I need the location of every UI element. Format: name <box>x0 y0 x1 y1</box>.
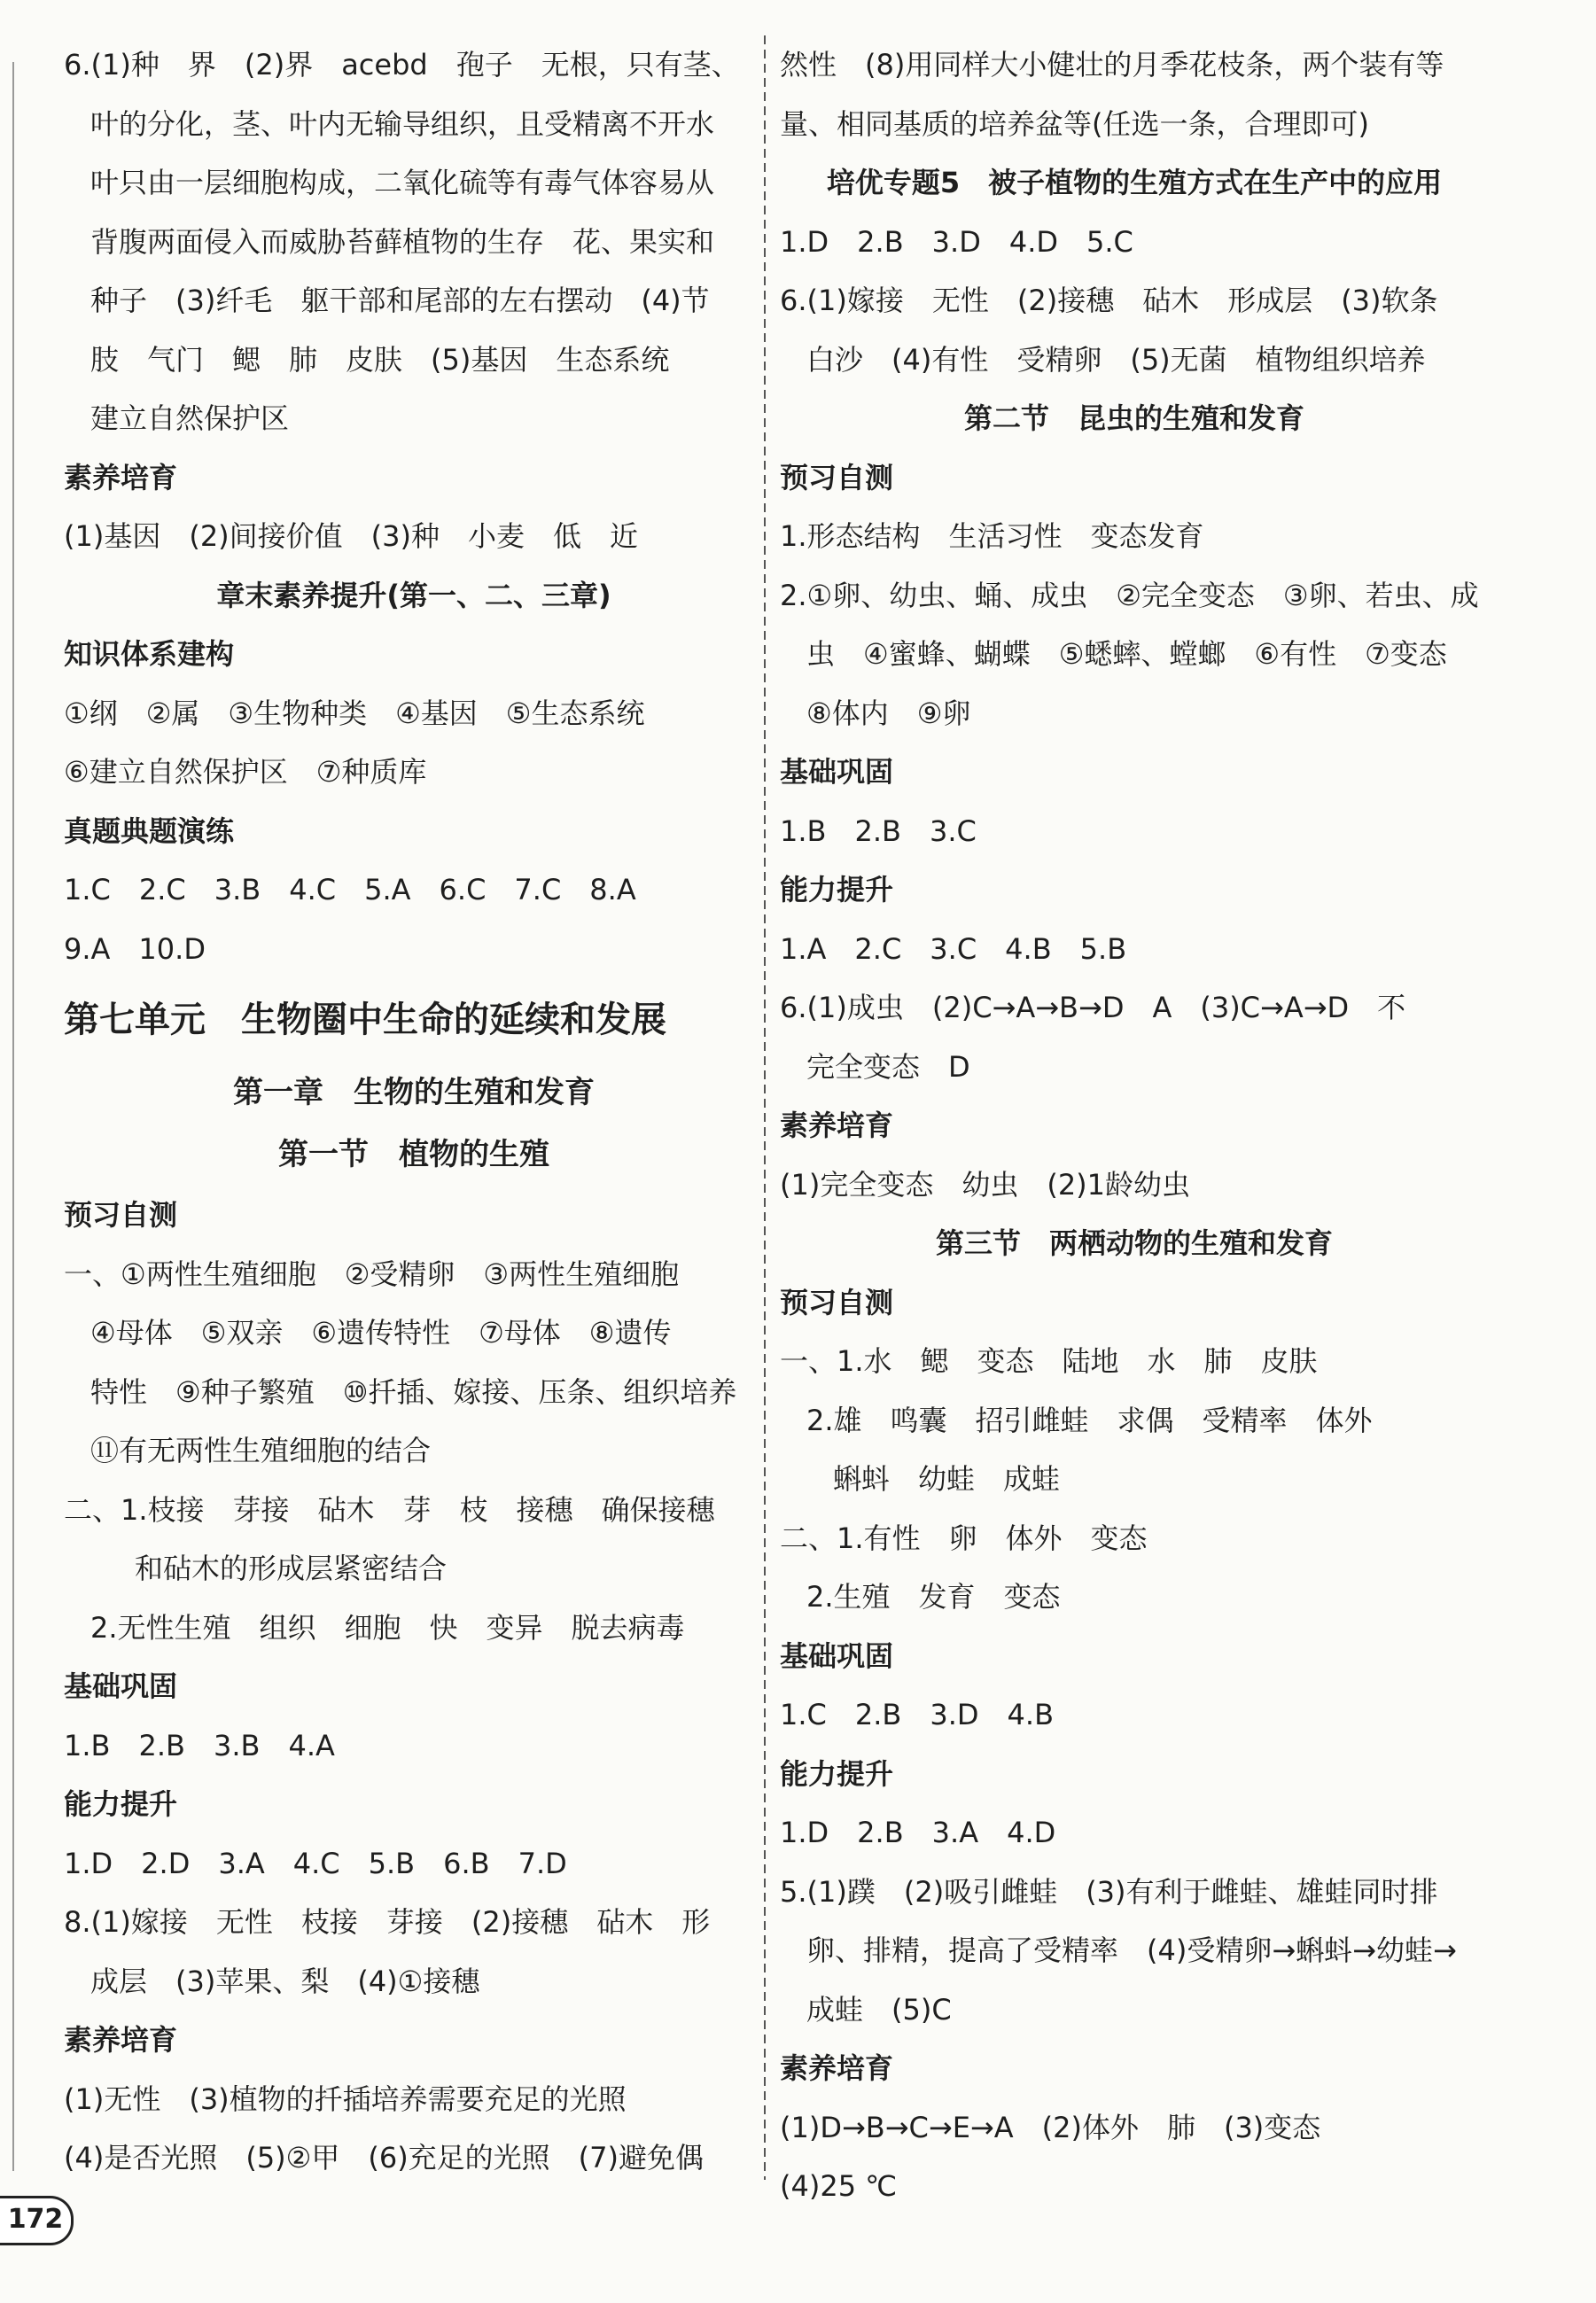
left-answer-line: 9.A 10.D <box>64 931 206 966</box>
right-answer-line: (1)完全变态 幼虫 (2)1龄幼虫 <box>780 1167 1191 1202</box>
right-answer-line: 6.(1)嫁接 无性 (2)接穗 砧木 形成层 (3)软条 <box>780 284 1438 317</box>
left-answer-line: 一、①两性生殖细胞 ②受精卵 ③两性生殖细胞 <box>64 1257 680 1291</box>
left-subheading: 能力提升 <box>64 1787 178 1821</box>
left-answer-line: 肢 气门 鳃 肺 皮肤 (5)基因 生态系统 <box>90 342 670 377</box>
column-divider <box>764 35 766 2180</box>
chapter-title: 第一章 生物的生殖和发育 <box>233 1075 595 1110</box>
left-answer-line: (1)基因 (2)间接价值 (3)种 小麦 低 近 <box>64 519 638 553</box>
unit-title: 第七单元 生物圈中生命的延续和发展 <box>64 1000 666 1040</box>
left-answer-line: 6.(1)种 界 (2)界 acebd 孢子 无根，只有茎、 <box>64 48 740 82</box>
right-answer-line: 二、1.有性 卵 体外 变态 <box>780 1521 1148 1555</box>
left-answer-line: 8.(1)嫁接 无性 枝接 芽接 (2)接穗 砧木 形 <box>64 1905 711 1939</box>
right-answer-line: 5.(1)蹼 (2)吸引雌蛙 (3)有利于雌蛙、雄蛙同时排 <box>780 1874 1438 1909</box>
right-subheading: 基础巩固 <box>780 755 894 789</box>
left-answer-line: ⑥建立自然保护区 ⑦种质库 <box>64 755 427 789</box>
right-answer-line: (1)D→B→C→E→A (2)体外 肺 (3)变态 <box>780 2110 1321 2144</box>
left-answer-line: ①纲 ②属 ③生物种类 ④基因 ⑤生态系统 <box>64 696 645 730</box>
right-answer-line: 量、相同基质的培养盆等(任选一条，合理即可) <box>780 106 1369 141</box>
right-subheading: 基础巩固 <box>780 1638 894 1673</box>
left-answer-line: 成层 (3)苹果、梨 (4)①接穗 <box>90 1964 480 1998</box>
left-answer-line: 二、1.枝接 芽接 砧木 芽 枝 接穗 确保接穗 <box>64 1492 715 1527</box>
right-answer-line: 完全变态 D <box>806 1049 970 1084</box>
right-answer-line: ⑧体内 ⑨卵 <box>806 696 971 730</box>
left-answer-line: 1.D 2.D 3.A 4.C 5.B 6.B 7.D <box>64 1846 567 1880</box>
right-answer-line: 6.(1)成虫 (2)C→A→B→D A (3)C→A→D 不 <box>780 991 1406 1024</box>
right-subheading: 素养培育 <box>780 1109 894 1142</box>
right-answer-line: 蝌蚪 幼蛙 成蛙 <box>833 1462 1061 1496</box>
left-answer-line: 建立自然保护区 <box>90 401 290 435</box>
right-answer-line: 1.D 2.B 3.D 4.D 5.C <box>780 224 1133 259</box>
left-subheading: 知识体系建构 <box>64 637 235 671</box>
left-answer-line: 种子 (3)纤毛 躯干部和尾部的左右摆动 (4)节 <box>90 284 710 317</box>
right-answer-line: 2.生殖 发育 变态 <box>806 1580 1061 1614</box>
left-answer-line: 特性 ⑨种子繁殖 ⑩扦插、嫁接、压条、组织培养 <box>90 1374 737 1409</box>
right-answer-line: 虫 ④蜜蜂、蝴蝶 ⑤蟋蟀、螳螂 ⑥有性 ⑦变态 <box>806 637 1447 671</box>
left-answer-line: 2.无性生殖 组织 细胞 快 变异 脱去病毒 <box>90 1610 685 1645</box>
left-subheading: 预习自测 <box>64 1198 178 1232</box>
right-section-title: 第三节 两栖动物的生殖和发育 <box>935 1226 1333 1260</box>
right-answer-line: 1.形态结构 生活习性 变态发育 <box>780 519 1204 553</box>
right-answer-line: 1.A 2.C 3.C 4.B 5.B <box>780 931 1127 966</box>
left-answer-line: 1.C 2.C 3.B 4.C 5.A 6.C 7.C 8.A <box>64 873 636 906</box>
right-answer-line: 1.D 2.B 3.A 4.D <box>780 1816 1056 1849</box>
right-answer-line: 一、1.水 鳃 变态 陆地 水 肺 皮肤 <box>780 1344 1318 1378</box>
left-answer-line: 1.B 2.B 3.B 4.A <box>64 1728 335 1762</box>
left-section-title: 章末素养提升(第一、二、三章) <box>216 578 611 612</box>
right-answer-line: 成蛙 (5)C <box>806 1992 952 2027</box>
section-title: 第一节 植物的生殖 <box>278 1137 549 1172</box>
right-answer-line: 2.①卵、幼虫、蛹、成虫 ②完全变态 ③卵、若虫、成 <box>780 578 1479 612</box>
left-answer-line: ⑪有无两性生殖细胞的结合 <box>90 1434 432 1467</box>
right-subheading: 素养培育 <box>780 2051 894 2085</box>
left-answer-line: 和砧木的形成层紧密结合 <box>135 1552 448 1585</box>
left-answer-line: 背腹两面侵入而威胁苔藓植物的生存 花、果实和 <box>90 224 715 259</box>
right-subheading: 预习自测 <box>780 460 894 494</box>
right-subheading: 能力提升 <box>780 873 894 906</box>
left-column <box>64 35 764 2188</box>
right-section-title: 培优专题5 被子植物的生殖方式在生产中的应用 <box>826 166 1443 199</box>
right-answer-line: 1.B 2.B 3.C <box>780 813 977 848</box>
left-subheading: 基础巩固 <box>64 1669 178 1703</box>
left-answer-line: 叶的分化，茎、叶内无输导组织，且受精离不开水 <box>90 106 715 141</box>
left-answer-line: ④母体 ⑤双亲 ⑥遗传特性 ⑦母体 ⑧遗传 <box>90 1316 672 1350</box>
left-answer-line: (1)无性 (3)植物的扦插培养需要充足的光照 <box>64 2081 627 2116</box>
right-subheading: 预习自测 <box>780 1285 894 1319</box>
left-answer-line: 叶只由一层细胞构成，二氧化硫等有毒气体容易从 <box>90 166 715 199</box>
right-answer-line: 2.雄 鸣囊 招引雌蛙 求偶 受精率 体外 <box>806 1403 1373 1437</box>
right-answer-line: 1.C 2.B 3.D 4.B <box>780 1698 1055 1731</box>
right-column <box>780 35 1489 2216</box>
right-answer-line: (4)25 ℃ <box>780 2169 898 2203</box>
left-subheading: 真题典题演练 <box>64 813 235 848</box>
right-answer-line: 然性 (8)用同样大小健壮的月季花枝条，两个装有等 <box>780 48 1444 82</box>
left-subheading: 素养培育 <box>64 2023 178 2057</box>
right-answer-line: 卵、排精，提高了受精率 (4)受精卵→蝌蚪→幼蛙→ <box>806 1933 1457 1967</box>
page-number: 172 <box>0 2196 74 2245</box>
right-subheading: 能力提升 <box>780 1756 894 1791</box>
left-answer-line: (4)是否光照 (5)②甲 (6)充足的光照 (7)避免偶 <box>64 2141 705 2175</box>
right-answer-line: 白沙 (4)有性 受精卵 (5)无菌 植物组织培养 <box>806 342 1426 377</box>
right-section-title: 第二节 昆虫的生殖和发育 <box>963 401 1304 435</box>
left-subheading: 素养培育 <box>64 460 178 494</box>
margin-line <box>12 62 14 2171</box>
